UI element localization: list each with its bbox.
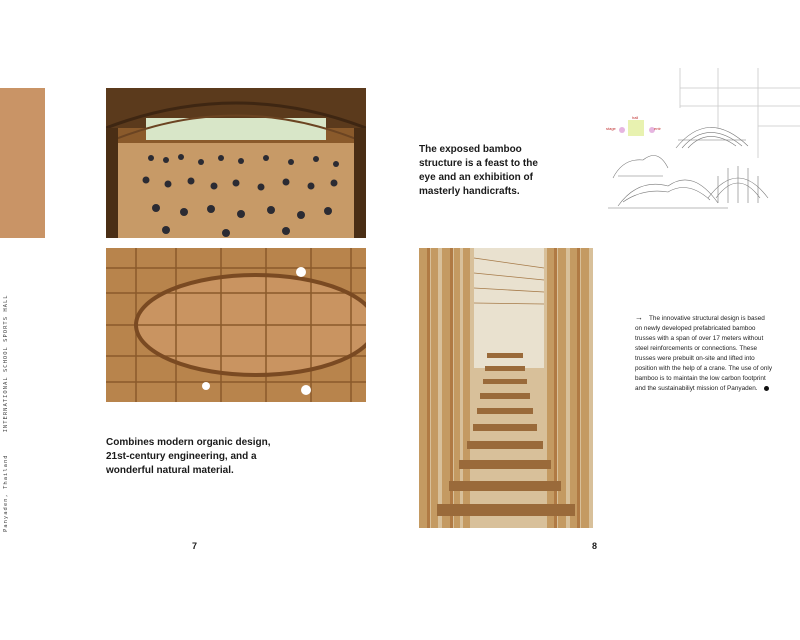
section-label: INTERNATIONAL SCHOOL SPORTS HALL [3,294,9,433]
right-page-caption: The exposed bamboo structure is a feast to the eye and an exhibition of masterly handicrafts. [419,144,538,197]
accent-color-bar [0,88,45,238]
photo-bamboo-ceiling [106,248,366,402]
arrow-icon: → [635,313,643,322]
sketch-label-stage: stage [606,126,616,131]
sketch-label-entr: entr [654,126,661,131]
photo-hall-interior [106,88,366,238]
end-dot-icon [764,386,769,391]
location-label: Panyaden, Thailand [3,454,9,532]
photo-bamboo-staircase [419,248,593,528]
right-page-body-text [635,313,773,394]
architectural-sketch [598,68,800,218]
side-running-header [3,294,9,532]
body-paragraph: The innovative structural design is based on newly developed prefabricated bamboo trusses with a span of over 17 meters without steel reinforcements or connections. These trusses were prebuilt on-site and lifted into position with the help of a crane. The use of only bamboo is to maintain the low carbon footprint and the sustainabiliyt mission of Panyaden. [635,315,773,392]
page-number-left: 7 [192,541,198,551]
left-page-caption: Combines modern organic design, 21st-century engineering, and a wonderful natural material. [106,437,271,476]
sketch-label-hall: hall [632,115,639,120]
page-number-right: 8 [592,541,598,551]
